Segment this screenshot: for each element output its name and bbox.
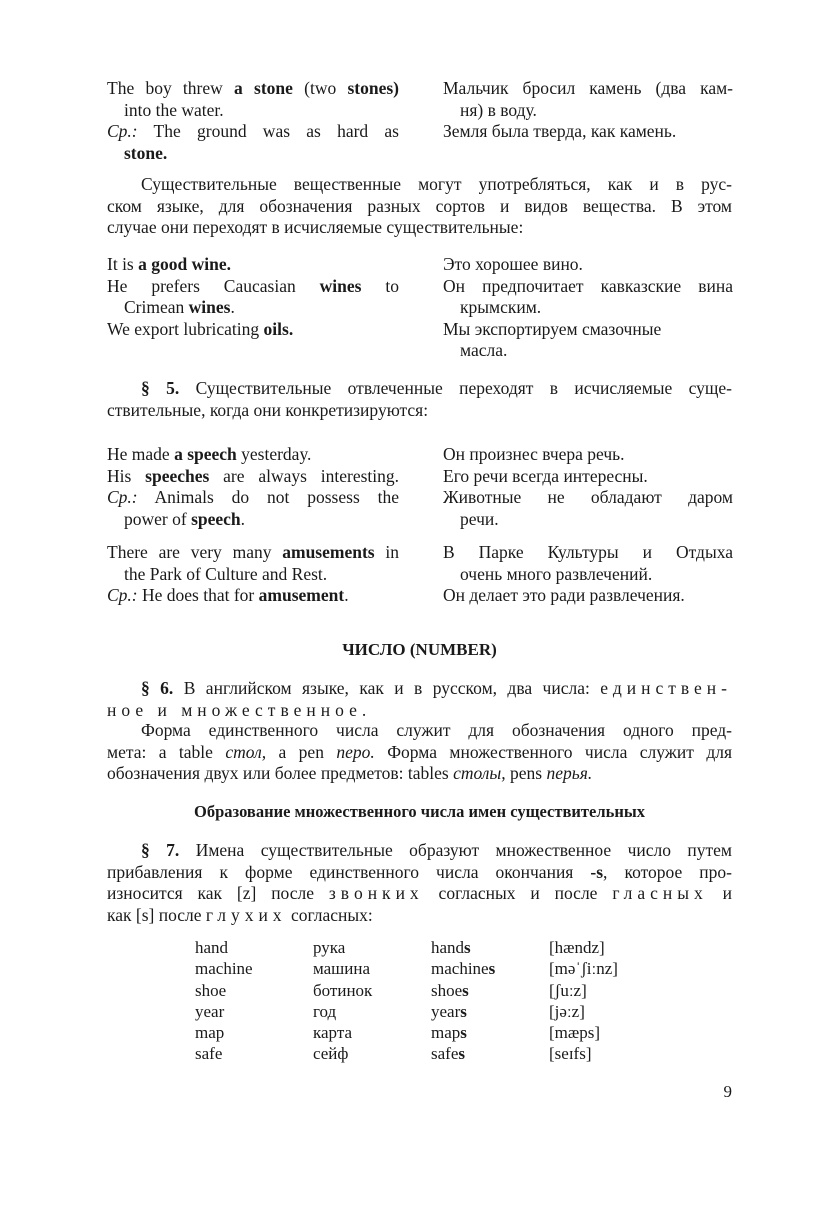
example-line: Crimean wines. xyxy=(124,297,235,317)
english-column xyxy=(107,444,399,530)
section-heading-number: ЧИСЛО (NUMBER) xyxy=(342,640,497,659)
paragraph-material-nouns: Существительные вещественные могут употребляться, как и в рус- ском языке, для обозначения разных сортов и видов вещества. В этом случае они переходят в исчисляемые существительные: xyxy=(107,174,732,237)
translation-line: речи. xyxy=(460,508,499,529)
section-heading-plural-formation: Образование множественного числа имен существительных xyxy=(194,802,645,821)
translation-line: Животные не обладают даром xyxy=(443,487,733,507)
section-number: § 6. xyxy=(141,678,174,698)
translation-line: очень много развлечений. xyxy=(460,563,653,584)
translation-line: Мы экспортируем смазочные xyxy=(443,318,662,339)
example-line: He made a speech yesterday. xyxy=(107,444,312,464)
russian-column xyxy=(443,78,733,143)
paragraph-section-7: § 7. Имена существительные образуют множественное число путем прибавления к форме единственного числа окончания -s, которое про- износится как [z] после звонких согласных и после гласных и как [s] после глухих согласных: xyxy=(107,840,733,925)
translation-line: ня) в воду. xyxy=(460,99,537,120)
russian-column xyxy=(443,254,733,362)
translation-line: крымским. xyxy=(460,297,542,317)
example-line: There are very many amusements in xyxy=(107,542,399,562)
example-line: Cp.: Animals do not possess the xyxy=(107,487,399,507)
example-line: into the water. xyxy=(124,99,224,120)
translation-line: Он произнес вчера речь. xyxy=(443,444,625,464)
english-column xyxy=(107,78,399,164)
example-line: power of speech. xyxy=(124,508,246,529)
translation-line: В Парке Культуры и Отдыха xyxy=(443,542,733,562)
book-page: The boy threw a stone (two stones) into the water. Cp.: The ground was as hard as stone. Мальчик бросил камень (два кам- ня) в воду. Земля была тверда, как камень. Существительные вещественные могут употребляться, как и в рус- ском языке, для обозначения разных сортов и видов вещества. В этом случае они переходят в исчисляемые существительные: It is a good wine. He prefers Caucasian wines to Crimean wines. We export lubricating oils. Это хорошее вино. Он предпочитает кавказские вина крымским. Мы экспортируем смазочные масла. § 5. Существительные отвлеченные переходят в исчисляемые суще- ствительные, когда они конкретизируются: He made a speech yesterday. His speeches are always interesting. Cp.: Animals do not possess the power of speech. Он произнес вчера речь. Его речи всегда интересны. Животные не обладают даром речи. There are very many amusements in the Park of Culture and Rest. Cp.: He does that for amusement. В Парке Культуры и Отдыха очень много развлечений. Он делает это ради развлечения. ЧИСЛО (NUMBER) § 6. В английском языке, как и в русском, два числа: единствен- ное и множественное. Форма единственного числа служит для обозначения одного пред- мета: a table стол, a pen перо. Форма множественного числа служит для обозначения двух или более предметов: tables столы, pens перья. Образование множественного числа имен существительных § 7. Имена существительные образуют множественное число путем прибавления к форме единственного числа окончания -s, которое про- износится как [z] после звонких согласных и после гласных и как [s] после глухих согласных: hand рука hands [hændz] machine машина machines [məˈʃiːnz] shoe ботинок shoes [ʃuːz] year год years [jəːz] map карта maps [mæps] safe сейф safes [seɪfs] 9 xyxy=(107,78,733,1101)
paragraph-section-6: § 6. В английском языке, как и в русском, два числа: единствен- ное и множественное. xyxy=(107,678,732,720)
english-column xyxy=(107,542,399,607)
paragraph-section-5: § 5. Существительные отвлеченные переходят в исчисляемые суще- ствительные, когда они конкретизируются: xyxy=(107,378,733,420)
example-line: He prefers Caucasian wines to xyxy=(107,275,399,296)
example-line: It is a good wine. xyxy=(107,254,231,274)
russian-column xyxy=(443,542,733,607)
translation-line: Его речи всегда интересны. xyxy=(443,465,648,486)
translation-line: Мальчик бросил камень (два кам- xyxy=(443,78,733,98)
translation-line: Он предпочитает кавказские вина xyxy=(443,275,733,296)
english-column xyxy=(107,254,399,340)
example-line: We export lubricating oils. xyxy=(107,318,294,339)
paragraph-number-forms: Форма единственного числа служит для обозначения одного пред- мета: a table стол, a pen перо. Форма множественного числа служит для обозначения двух или более предметов: tables столы, pens перья. xyxy=(107,720,732,783)
page-number: 9 xyxy=(723,1082,732,1101)
example-line: stone. xyxy=(124,142,168,163)
translation-line: Земля была тверда, как камень. xyxy=(443,121,677,141)
section-number: § 7. xyxy=(141,840,180,860)
example-line: the Park of Culture and Rest. xyxy=(124,563,328,584)
example-line: Cp.: The ground was as hard as xyxy=(107,121,399,141)
translation-line: Он делает это ради развлечения. xyxy=(443,585,685,605)
russian-column xyxy=(443,444,733,530)
example-line: The boy threw a stone (two stones) xyxy=(107,78,400,98)
translation-line: Это хорошее вино. xyxy=(443,254,583,274)
example-line: Cp.: He does that for amusement. xyxy=(107,585,349,605)
example-line: His speeches are always interesting. xyxy=(107,465,400,486)
section-number: § 5. xyxy=(141,378,180,398)
translation-line: масла. xyxy=(460,340,508,360)
